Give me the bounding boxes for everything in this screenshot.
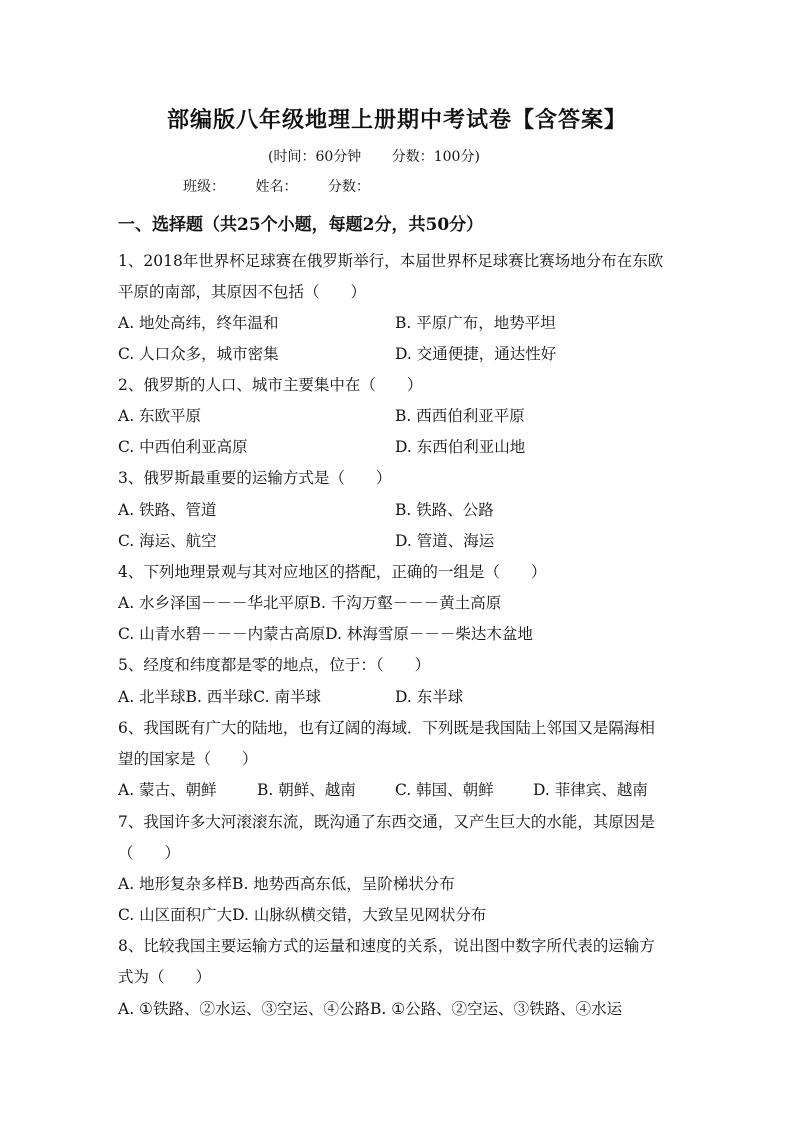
question-2-text: 2、俄罗斯的人口、城市主要集中在（ ） [118,376,423,394]
section-heading: 一、选择题（共25个小题，每题2分，共50分） [118,215,484,235]
question-4-text: 4、下列地理景观与其对应地区的搭配，正确的一组是（ ） [118,563,547,581]
q5-option-abc: A. 北半球B. 西半球C. 南半球 [118,688,321,706]
q1-option-b: B. 平原广布，地势平坦 [395,314,556,332]
q3-option-d: D. 管道、海运 [395,532,495,550]
q6-option-c: C. 韩国、朝鲜 [395,781,494,799]
exam-meta [268,146,506,166]
q1-option-d: D. 交通便捷，通达性好 [395,345,557,363]
q6-option-d: D. 菲律宾、越南 [533,781,648,799]
question-8-text: 8、比较我国主要运输方式的运量和速度的关系，说出图中数字所代表的运输方 [118,937,655,955]
q7-option-ab: A. 地形复杂多样B. 地势西高东低，呈阶梯状分布 [118,875,455,893]
question-8-text-cont: 式为（ ） [118,968,212,986]
q1-option-a: A. 地处高纬，终年温和 [118,314,279,332]
question-6-text: 6、我国既有广大的陆地，也有辽阔的海域．下列既是我国陆上邻国又是隔海相 [118,719,655,737]
q7-option-cd: C. 山区面积广大D. 山脉纵横交错，大致呈见网状分布 [118,906,487,924]
student-info [183,176,396,196]
score-label: 分数： [327,179,370,195]
q4-option-ab: A. 水乡泽国－－－华北平原B. 千沟万壑－－－黄土高原 [118,594,502,612]
q1-option-c: C. 人口众多，城市密集 [118,345,279,363]
q3-option-c: C. 海运、航空 [118,532,217,550]
name-label: 姓名： [255,179,298,195]
time-info: (时间：60分钟 [268,149,362,165]
q2-option-a: A. 东欧平原 [118,407,202,425]
question-1-text: 1、2018年世界杯足球赛在俄罗斯举行，本届世界杯足球赛比赛场地分布在东欧 [118,252,664,270]
class-label: 班级： [183,179,225,195]
q2-option-d: D. 东西伯利亚山地 [395,438,526,456]
q5-option-d: D. 东半球 [395,688,464,706]
q3-option-a: A. 铁路、管道 [118,501,217,519]
q4-option-cd: C. 山青水碧－－－内蒙古高原D. 林海雪原－－－柴达木盆地 [118,625,533,643]
q2-option-c: C. 中西伯利亚高原 [118,438,248,456]
q3-option-b: B. 铁路、公路 [395,501,494,519]
question-6-text-cont: 望的国家是（ ） [118,750,258,768]
q2-option-b: B. 西西伯利亚平原 [395,407,525,425]
question-7-text: 7、我国许多大河滚滚东流，既沟通了东西交通，又产生巨大的水能，其原因是 [118,813,655,831]
question-1-text-cont: 平原的南部，其原因不包括（ ） [118,283,367,301]
score-info: 分数：100分) [391,149,480,165]
page-title: 部编版八年级地理上册期中考试卷【含答案】 [166,107,627,133]
q6-option-a: A. 蒙古、朝鲜 [118,781,217,799]
question-7-text-cont: （ ） [118,844,181,862]
question-5-text: 5、经度和纬度都是零的地点，位于：（ ） [118,656,431,674]
q8-option-ab: A. ①铁路、②水运、③空运、④公路B. ①公路、②空运、③铁路、④水运 [118,1000,623,1018]
q6-option-b: B. 朝鲜、越南 [257,781,356,799]
question-3-text: 3、俄罗斯最重要的运输方式是（ ） [118,469,392,487]
